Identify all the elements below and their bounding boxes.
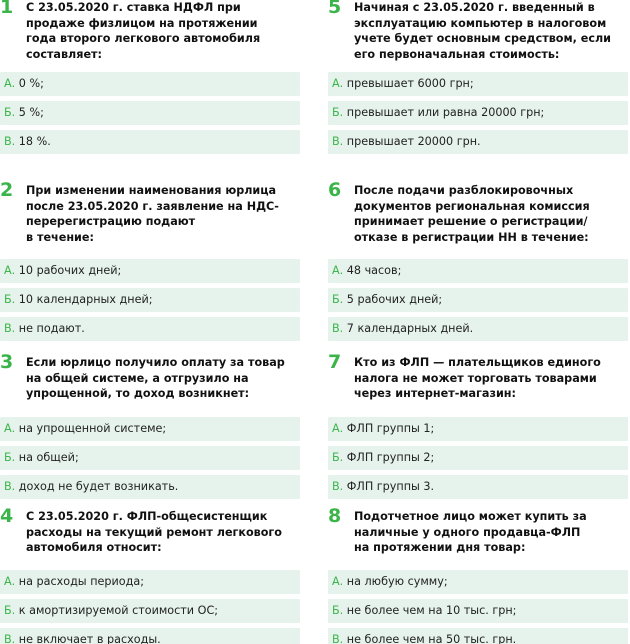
answer-options (0, 417, 300, 504)
option-text: 10 рабочих дней; (15, 264, 122, 277)
question-header (328, 0, 628, 62)
option-letter: А. (332, 77, 344, 90)
answer-option[interactable] (328, 599, 628, 623)
question-2 (0, 179, 300, 335)
question-text-line: Кто из ФЛП — плательщиков единого (354, 356, 601, 369)
option-text: не включает в расходы. (15, 633, 161, 644)
option-text: на общей; (15, 451, 79, 464)
question-header (0, 0, 300, 62)
option-text: на упрощенной системе; (15, 422, 167, 435)
option-text: 5 рабочих дней; (343, 293, 443, 306)
option-letter: В. (332, 633, 344, 644)
option-text: 7 календарных дней. (343, 322, 474, 335)
option-text: на любую сумму; (343, 575, 448, 588)
question-header (0, 505, 300, 556)
question-text-line: документов региональная комиссия (354, 199, 590, 213)
option-letter: А. (332, 264, 344, 277)
option-letter: В. (4, 135, 16, 148)
option-letter: А. (332, 575, 344, 588)
option-text: доход не будет возникать. (15, 480, 179, 493)
option-text: ФЛП группы 1; (343, 422, 435, 435)
answer-options (328, 72, 628, 159)
option-letter: Б. (4, 106, 16, 119)
option-letter: Б. (332, 604, 344, 617)
option-text: 10 календарных дней; (15, 293, 153, 306)
answer-options (0, 570, 300, 644)
question-number: 7 (328, 351, 342, 373)
question-text-line: упрощенной, то доход возникнет: (26, 387, 250, 400)
question-text-line: отказе в регистрации НН в течение: (354, 230, 589, 244)
question-number: 4 (0, 505, 14, 527)
option-letter: Б. (4, 293, 16, 306)
question-text-line: Начиная с 23.05.2020 г. введенный в (354, 1, 595, 14)
question-text-line: продаже физлицом на протяжении (26, 16, 258, 30)
answer-option[interactable] (328, 259, 628, 283)
question-header (0, 179, 300, 245)
option-text: не более чем на 10 тыс. грн; (343, 604, 517, 617)
question-text-line: С 23.05.2020 г. ФЛП-общесистенщик (26, 510, 268, 523)
question-text (26, 0, 300, 62)
question-text-line: его первоначальная стоимость: (354, 47, 560, 61)
option-letter: Б. (4, 604, 16, 617)
option-letter: Б. (332, 451, 344, 464)
option-letter: А. (4, 422, 16, 435)
option-text: 5 %; (15, 106, 44, 119)
answer-option[interactable] (328, 628, 628, 644)
question-text (26, 183, 300, 245)
question-text-line: принимает решение о регистрации/ (354, 215, 588, 228)
option-letter: Б. (4, 451, 16, 464)
question-text-line: наличные у одного продавца-ФЛП (354, 525, 581, 539)
question-text (354, 0, 628, 62)
option-text: ФЛП группы 3. (343, 480, 435, 493)
option-letter: В. (4, 633, 16, 644)
answer-options (0, 259, 300, 346)
answer-option[interactable] (0, 72, 300, 96)
answer-option[interactable] (0, 101, 300, 125)
option-text: на расходы периода; (15, 575, 144, 588)
option-text: не подают. (15, 322, 85, 335)
answer-option[interactable] (328, 317, 628, 341)
answer-option[interactable] (0, 628, 300, 644)
option-text: не более чем на 50 тыс. грн. (343, 633, 517, 644)
question-number: 1 (0, 0, 14, 18)
answer-options (0, 72, 300, 159)
answer-option[interactable] (0, 475, 300, 499)
option-text: превышает 20000 грн. (343, 135, 481, 148)
question-number: 6 (328, 179, 342, 201)
option-text: 18 %. (15, 135, 51, 148)
answer-option[interactable] (328, 570, 628, 594)
question-text-line: С 23.05.2020 г. ставка НДФЛ при (26, 1, 241, 14)
question-text-line: Подотчетное лицо может купить за (354, 510, 587, 523)
option-letter: А. (4, 77, 16, 90)
option-letter: Б. (332, 106, 344, 119)
answer-option[interactable] (0, 259, 300, 283)
question-header (328, 351, 628, 402)
question-6 (328, 179, 628, 335)
question-text-line: на протяжении дня товар: (354, 541, 526, 554)
question-text-line: расходы на текущий ремонт легкового (26, 525, 282, 539)
answer-options (328, 570, 628, 644)
question-8 (328, 505, 628, 644)
question-text-line: составляет: (26, 47, 102, 61)
question-3 (0, 351, 300, 493)
question-text-line: эксплуатацию компьютер в налоговом (354, 16, 607, 30)
question-text-line: в течение: (26, 230, 94, 244)
answer-option[interactable] (0, 288, 300, 312)
question-text-line: Если юрлицо получило оплату за товар (26, 356, 285, 369)
question-text-line: При изменении наименования юрлица (26, 184, 277, 197)
answer-option[interactable] (328, 417, 628, 441)
option-letter: А. (4, 575, 16, 588)
option-letter: В. (4, 322, 16, 335)
question-text-line: учете будет основным средством, если (354, 32, 612, 45)
question-4 (0, 505, 300, 644)
answer-option[interactable] (328, 101, 628, 125)
question-text-line: после 23.05.2020 г. заявление на НДС- (26, 199, 279, 213)
question-7 (328, 351, 628, 493)
option-letter: В. (332, 322, 344, 335)
option-text: превышает 6000 грн; (343, 77, 474, 90)
question-text-line: После подачи разблокировочных (354, 184, 574, 197)
option-letter: Б. (332, 293, 344, 306)
question-text-line: перерегистрацию подают (26, 215, 196, 228)
question-text (26, 355, 300, 402)
option-letter: А. (332, 422, 344, 435)
answer-options (328, 417, 628, 504)
question-number: 2 (0, 179, 14, 201)
question-number: 8 (328, 505, 342, 527)
answer-option[interactable] (0, 599, 300, 623)
question-text-line: года второго легкового автомобиля (26, 32, 261, 45)
option-text: 48 часов; (343, 264, 402, 277)
option-text: 0 %; (15, 77, 44, 90)
answer-option[interactable] (0, 446, 300, 470)
question-text-line: на общей системе, а отгрузило на (26, 371, 249, 385)
option-text: ФЛП группы 2; (343, 451, 435, 464)
question-1 (0, 0, 300, 148)
answer-option[interactable] (328, 288, 628, 312)
question-number: 3 (0, 351, 14, 373)
option-letter: В. (332, 135, 344, 148)
option-letter: В. (332, 480, 344, 493)
question-header (328, 179, 628, 245)
answer-option[interactable] (0, 130, 300, 154)
option-text: к амортизируемой стоимости ОС; (15, 604, 219, 617)
answer-option[interactable] (328, 446, 628, 470)
question-text (354, 183, 628, 245)
answer-options (328, 259, 628, 346)
question-text-line: автомобиля относит: (26, 541, 162, 554)
option-text: превышает или равна 20000 грн; (343, 106, 545, 119)
question-text (354, 509, 628, 556)
question-header (328, 505, 628, 556)
question-5 (328, 0, 628, 148)
option-letter: В. (4, 480, 16, 493)
question-text-line: налога не может торговать товарами (354, 371, 597, 385)
answer-option[interactable] (0, 317, 300, 341)
question-number: 5 (328, 0, 342, 18)
question-text-line: через интернет-магазин: (354, 387, 516, 400)
answer-option[interactable] (0, 570, 300, 594)
question-header (0, 351, 300, 402)
answer-option[interactable] (328, 475, 628, 499)
answer-option[interactable] (0, 417, 300, 441)
answer-option[interactable] (328, 72, 628, 96)
question-text (354, 355, 628, 402)
answer-option[interactable] (328, 130, 628, 154)
question-text (26, 509, 300, 556)
option-letter: А. (4, 264, 16, 277)
